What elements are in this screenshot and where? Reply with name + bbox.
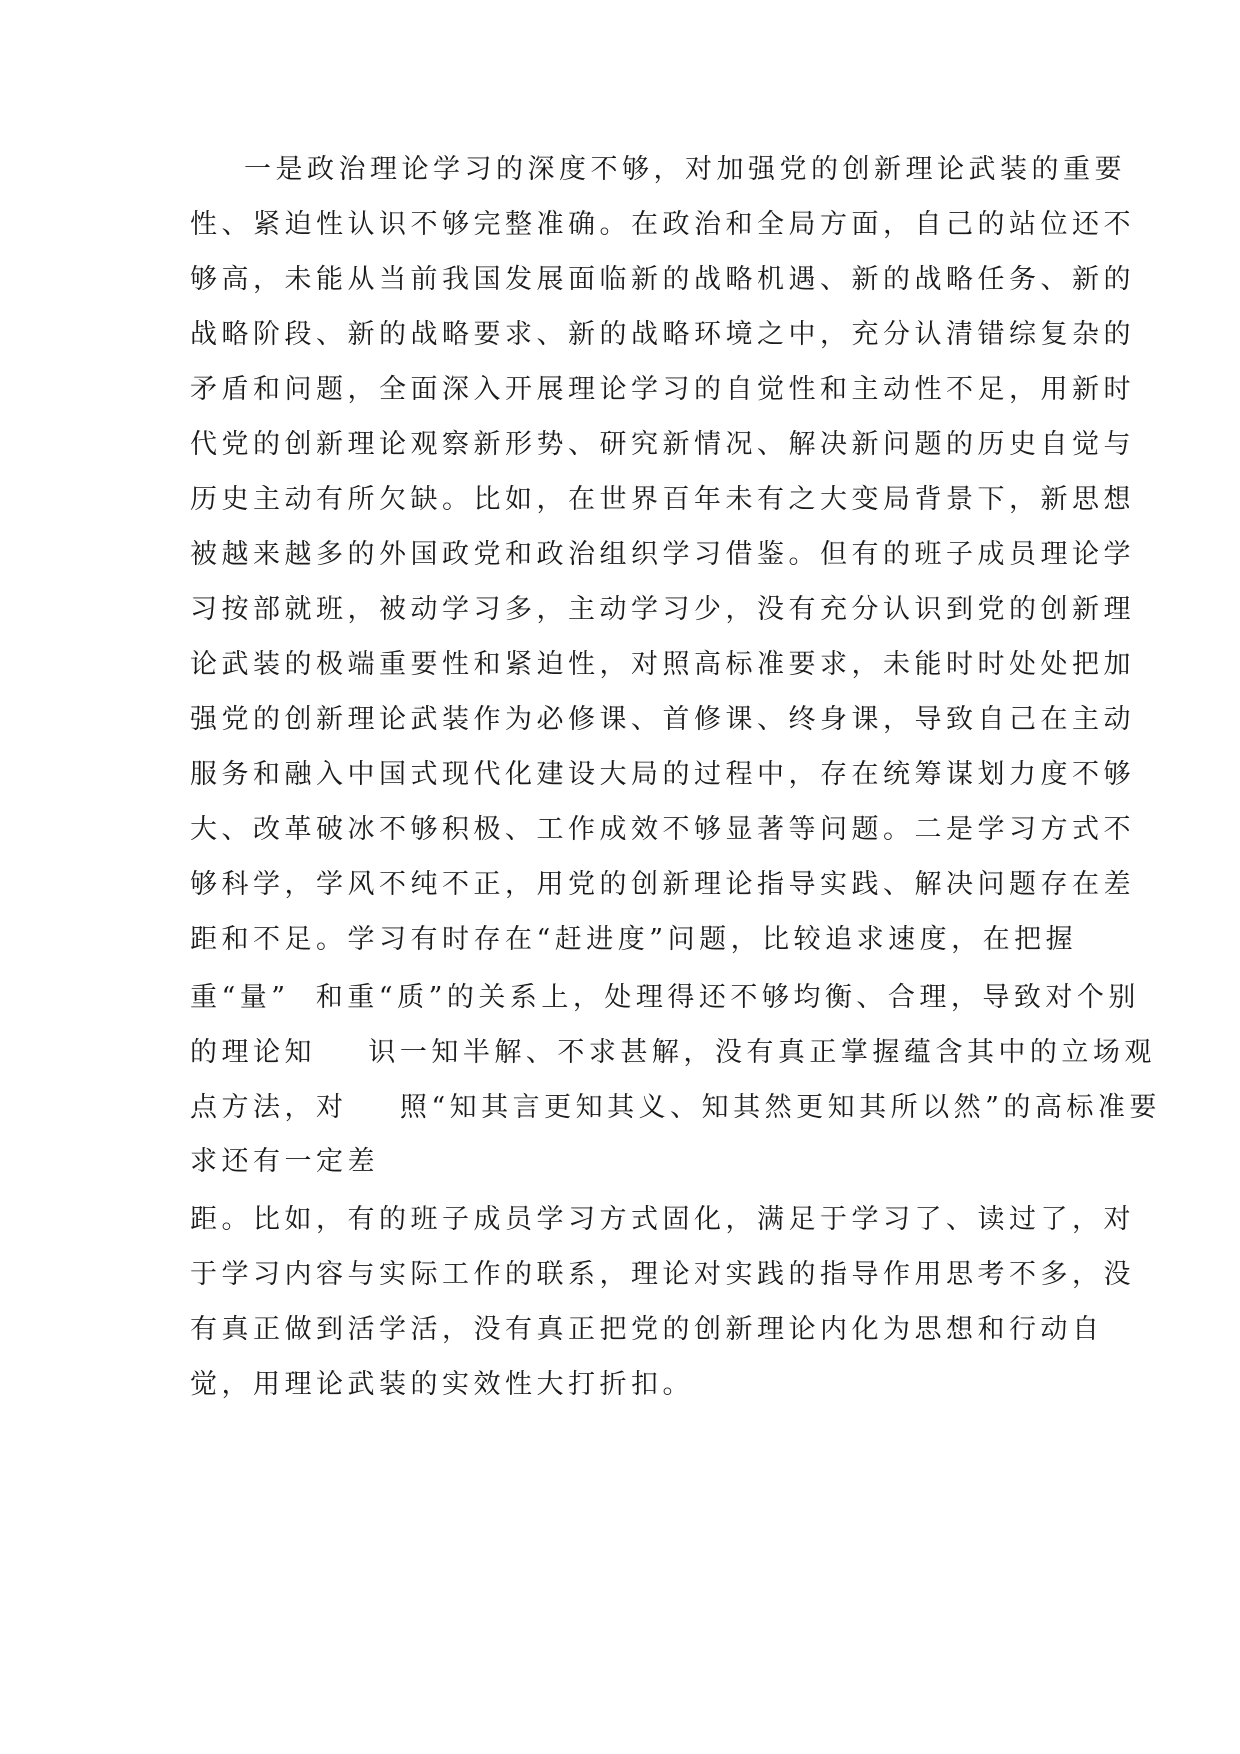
paragraph-line: 重“量” 和重“质”的关系上，处理得还不够均衡、合理，导致对个别 <box>190 982 1140 1013</box>
paragraph-line: 于学习内容与实际工作的联系，理论对实践的指导作用思考不多，没 <box>190 1259 1135 1290</box>
paragraph-line: 历史主动有所欠缺。比如，在世界百年未有之大变局背景下，新思想 <box>190 484 1135 515</box>
paragraph-line: 有真正做到活学活，没有真正把党的创新理论内化为思想和行动自 <box>190 1314 1104 1345</box>
paragraph-line: 战略阶段、新的战略要求、新的战略环境之中，充分认清错综复杂的 <box>190 319 1135 350</box>
paragraph-line: 矛盾和问题，全面深入开展理论学习的自觉性和主动性不足，用新时 <box>190 374 1135 405</box>
paragraph-line: 服务和融入中国式现代化建设大局的过程中，存在统筹谋划力度不够 <box>190 759 1135 790</box>
paragraph-line: 距。比如，有的班子成员学习方式固化，满足于学习了、读过了，对 <box>190 1204 1135 1235</box>
paragraph-line: 大、改革破冰不够积极、工作成效不够显著等问题。二是学习方式不 <box>190 814 1135 845</box>
paragraph-line: 点方法，对 照“知其言更知其义、知其然更知其所以然”的高标准要 <box>190 1092 1161 1123</box>
paragraph-line: 距和不足。学习有时存在“赶进度”问题，比较追求速度，在把握 <box>190 924 1078 955</box>
paragraph-line: 性、紧迫性认识不够完整准确。在政治和全局方面，自己的站位还不 <box>190 209 1135 240</box>
paragraph-line: 够科学，学风不纯不正，用党的创新理论指导实践、解决问题存在差 <box>190 869 1135 900</box>
paragraph-line: 强党的创新理论武装作为必修课、首修课、终身课，导致自己在主动 <box>190 704 1135 735</box>
paragraph-line: 代党的创新理论观察新形势、研究新情况、解决新问题的历史自觉与 <box>190 429 1135 460</box>
paragraph-line: 觉，用理论武装的实效性大打折扣。 <box>190 1369 694 1400</box>
paragraph-line: 够高，未能从当前我国发展面临新的战略机遇、新的战略任务、新的 <box>190 264 1135 295</box>
paragraph-line: 一是政治理论学习的深度不够，对加强党的创新理论武装的重要 <box>244 154 1126 185</box>
paragraph-line: 论武装的极端重要性和紧迫性，对照高标准要求，未能时时处处把加 <box>190 649 1135 680</box>
paragraph-line: 的理论知 识一知半解、不求甚解，没有真正掌握蕴含其中的立场观 <box>190 1037 1156 1068</box>
paragraph-line: 求还有一定差 <box>190 1146 379 1177</box>
paragraph-line: 被越来越多的外国政党和政治组织学习借鉴。但有的班子成员理论学 <box>190 539 1135 570</box>
paragraph-line: 习按部就班，被动学习多，主动学习少，没有充分认识到党的创新理 <box>190 594 1135 625</box>
